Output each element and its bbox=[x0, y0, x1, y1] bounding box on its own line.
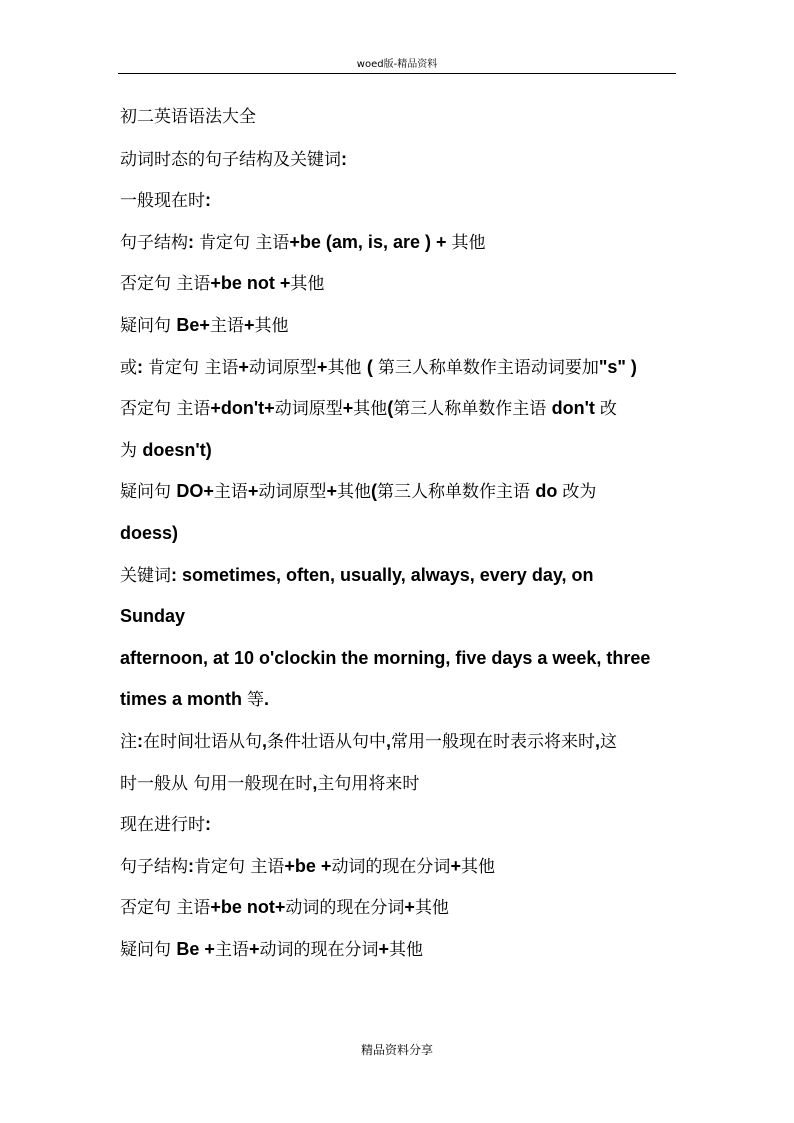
header-rule bbox=[118, 73, 676, 74]
text-line: 疑问句 DO+主语+动词原型+其他(第三人称单数作主语 do 改为 bbox=[120, 481, 597, 503]
doc-title: 初二英语语法大全 bbox=[120, 107, 256, 127]
note-line: 注:在时间壮语从句,条件壮语从句中,常用一般现在时表示将来时,这 bbox=[120, 730, 618, 752]
text-line: 句子结构: 肯定句 主语+be (am, is, are ) + 其他 bbox=[120, 231, 486, 253]
text-line: 否定句 主语+be not+动词的现在分词+其他 bbox=[120, 897, 449, 919]
text-line: 或: 肯定句 主语+动词原型+其他 ( 第三人称单数作主语动词要加"s" ) bbox=[120, 356, 637, 378]
page-header: woed版-精品资料 bbox=[356, 59, 438, 70]
text-line: 否定句 主语+don't+动词原型+其他(第三人称单数作主语 don't 改 bbox=[120, 398, 617, 420]
keywords-line: times a month 等. bbox=[120, 689, 270, 711]
text-line: doess) bbox=[120, 522, 179, 543]
page-footer: 精品资料分享 bbox=[360, 1043, 433, 1057]
keywords-line: Sunday bbox=[120, 606, 186, 627]
note-line: 时一般从 句用一般现在时,主句用将来时 bbox=[120, 772, 420, 794]
keywords-line: 关键词: sometimes, often, usually, always, every day, on bbox=[120, 564, 594, 586]
keywords-line: afternoon, at 10 o'clockin the morning, five days a week, three bbox=[120, 647, 651, 668]
text-line: 句子结构:肯定句 主语+be +动词的现在分词+其他 bbox=[120, 855, 495, 877]
text-line: 为 doesn't) bbox=[120, 439, 212, 461]
text-line: 疑问句 Be +主语+动词的现在分词+其他 bbox=[120, 938, 423, 960]
document-body bbox=[120, 103, 690, 976]
tense-heading: 一般现在时: bbox=[120, 190, 211, 212]
text-line: 疑问句 Be+主语+其他 bbox=[120, 314, 289, 336]
tense-heading: 现在进行时: bbox=[120, 814, 211, 836]
section-heading: 动词时态的句子结构及关键词: bbox=[120, 148, 347, 170]
text-line: 否定句 主语+be not +其他 bbox=[120, 273, 325, 295]
